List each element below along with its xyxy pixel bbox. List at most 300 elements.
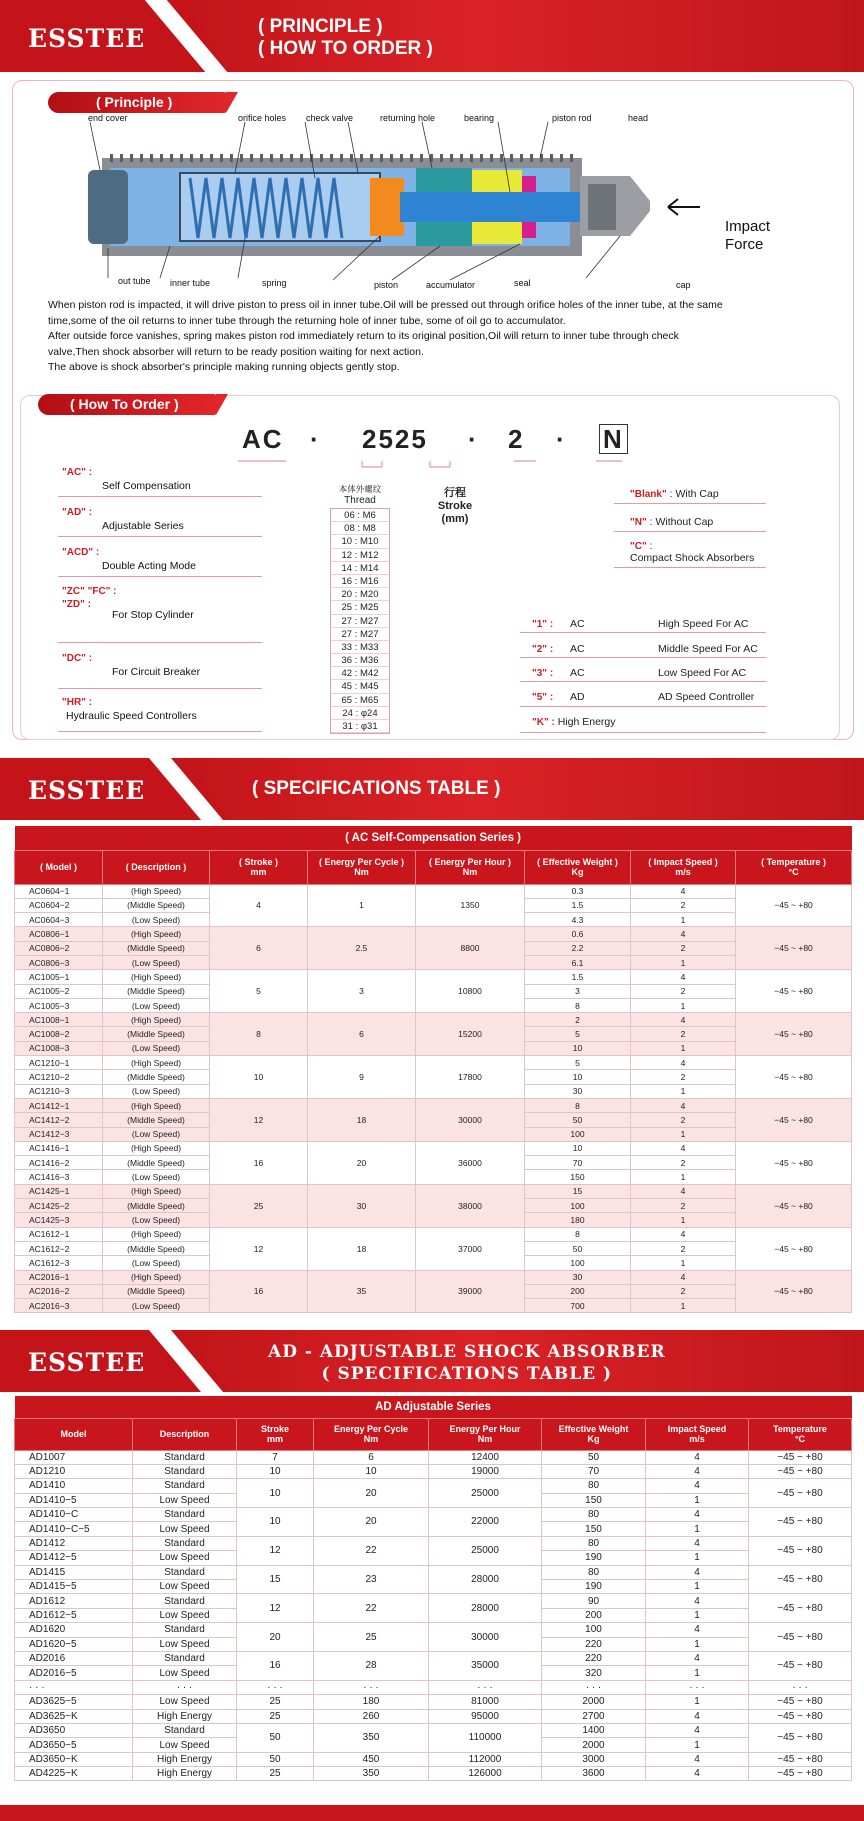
speed-cell: 4 (646, 1508, 749, 1522)
epc-cell: 20 (314, 1479, 429, 1508)
epc-cell: · · · (314, 1680, 429, 1694)
label-end-cover: end cover (88, 113, 128, 123)
order-code-dot-2: · (468, 424, 479, 454)
temperature-cell: −45 ~ +80 (736, 1270, 852, 1313)
eph-cell: · · · (429, 1680, 542, 1694)
description-cell: High Energy (133, 1752, 237, 1766)
column-title: Impact Speed (667, 1424, 727, 1434)
speed-cell: 4 (631, 927, 736, 941)
model-cell: AC1412−1 (15, 1098, 103, 1112)
column-title: ( Temperature ) (761, 857, 826, 867)
speed-cell: 1 (631, 913, 736, 927)
column-title: ( Impact Speed ) (648, 857, 718, 867)
column-header (542, 1418, 646, 1450)
table-row (15, 1536, 852, 1550)
weight-cell: 80 (542, 1565, 646, 1579)
weight-cell: 15 (525, 1184, 631, 1198)
speed-cell: 4 (646, 1536, 749, 1550)
description-cell: (Middle Speed) (103, 984, 210, 998)
model-cell: AC1008−3 (15, 1041, 103, 1055)
column-header (103, 850, 210, 884)
description-cell: Standard (133, 1651, 237, 1665)
weight-cell: 220 (542, 1637, 646, 1651)
description-cell: (High Speed) (103, 1141, 210, 1155)
temperature-cell: −45 ~ +80 (736, 1013, 852, 1056)
ad-spec-table (14, 1396, 852, 1781)
eph-cell: 110000 (429, 1723, 542, 1752)
speed-cell: 2 (631, 984, 736, 998)
series-desc: For Circuit Breaker (112, 666, 201, 678)
temperature-cell: −45 ~ +80 (749, 1450, 852, 1464)
weight-cell: 4.3 (525, 913, 631, 927)
description-cell: Low Speed (133, 1666, 237, 1680)
stroke-cell: 10 (237, 1508, 314, 1537)
model-cell: AD1210 (15, 1464, 133, 1478)
stroke-cell: 7 (237, 1450, 314, 1464)
label-cap: cap (676, 280, 691, 290)
column-header (15, 1418, 133, 1450)
weight-cell: 10 (525, 1141, 631, 1155)
description-cell: (Low Speed) (103, 1170, 210, 1184)
stroke-cell: 50 (237, 1723, 314, 1752)
model-cell: AC1425−2 (15, 1199, 103, 1213)
table-row (15, 1056, 852, 1070)
stroke-cell: 6 (210, 927, 308, 970)
stroke-cell: 12 (210, 1098, 308, 1141)
brand-logo: ESSTEE (28, 776, 146, 805)
epc-cell: 9 (308, 1056, 416, 1099)
weight-cell: 2.2 (525, 941, 631, 955)
eph-cell: 28000 (429, 1594, 542, 1623)
weight-cell: 80 (542, 1479, 646, 1493)
table-row (15, 1464, 852, 1478)
weight-cell: 2000 (542, 1695, 646, 1709)
stroke-cell: 16 (210, 1270, 308, 1313)
eph-cell: 15200 (416, 1013, 525, 1056)
speed-cell: 4 (646, 1651, 749, 1665)
model-cell: AD2016−5 (15, 1666, 133, 1680)
order-code-size: 2525 (362, 424, 428, 454)
description-cell: Standard (133, 1723, 237, 1737)
table-row (15, 1450, 852, 1464)
stroke-cell: 50 (237, 1752, 314, 1766)
description-cell: (Low Speed) (103, 913, 210, 927)
table-row (15, 1184, 852, 1198)
temperature-cell: −45 ~ +80 (749, 1623, 852, 1652)
weight-cell: 180 (525, 1213, 631, 1227)
temperature-cell: −45 ~ +80 (736, 970, 852, 1013)
label-out-tube: out tube (118, 276, 151, 286)
stroke-label: 行程 Stroke (mm) (437, 487, 473, 525)
weight-cell: 3 (525, 984, 631, 998)
weight-cell: 700 (525, 1299, 631, 1313)
description-cell: Low Speed (133, 1551, 237, 1565)
description-cell: (Low Speed) (103, 955, 210, 969)
column-title: ( Description ) (125, 862, 187, 872)
speed-cell: 4 (646, 1723, 749, 1737)
weight-cell: 80 (542, 1508, 646, 1522)
column-unit: mm (266, 1434, 283, 1444)
description-cell: Standard (133, 1479, 237, 1493)
description-cell: (Middle Speed) (103, 1241, 210, 1255)
thread-title: Thread (344, 495, 376, 506)
description-cell: (Low Speed) (103, 1041, 210, 1055)
speed-cell: 1 (631, 1299, 736, 1313)
model-cell: AC0806−2 (15, 941, 103, 955)
stroke-cell: 25 (210, 1184, 308, 1227)
brand-logo: ESSTEE (28, 24, 146, 53)
series-desc: Double Acting Mode (102, 560, 196, 572)
weight-cell: 5 (525, 1027, 631, 1041)
speed-cell: 1 (646, 1551, 749, 1565)
column-header (646, 1418, 749, 1450)
weight-cell: 190 (542, 1580, 646, 1594)
label-spring: spring (262, 278, 287, 288)
speed-cell: 4 (646, 1565, 749, 1579)
description-cell: (High Speed) (103, 884, 210, 898)
eph-cell: 1350 (416, 884, 525, 927)
model-cell: AD1620 (15, 1623, 133, 1637)
weight-cell: 150 (542, 1522, 646, 1536)
stroke-cell: · · · (237, 1680, 314, 1694)
label-seal: seal (514, 278, 531, 288)
description-cell: (High Speed) (103, 970, 210, 984)
label-impact-force: Impact Force (725, 218, 771, 253)
model-cell: AD1612−5 (15, 1608, 133, 1622)
column-header (237, 1418, 314, 1450)
temperature-cell: −45 ~ +80 (749, 1464, 852, 1478)
speed-cell: 2 (631, 941, 736, 955)
weight-cell: 10 (525, 1041, 631, 1055)
description-cell: (Low Speed) (103, 1256, 210, 1270)
header-banner-specs (0, 758, 864, 820)
epc-cell: 450 (314, 1752, 429, 1766)
speed-cell: 4 (631, 1056, 736, 1070)
speed-cell: 4 (646, 1450, 749, 1464)
speed-cell: 4 (646, 1464, 749, 1478)
table-row (15, 970, 852, 984)
epc-cell: 22 (314, 1536, 429, 1565)
label-piston-rod: piston rod (552, 113, 592, 123)
model-cell: AC0806−3 (15, 955, 103, 969)
speed-cell: 1 (646, 1608, 749, 1622)
speed-cell: 4 (631, 1141, 736, 1155)
description-cell: (Low Speed) (103, 1084, 210, 1098)
model-cell: AD1412−5 (15, 1551, 133, 1565)
table-row (15, 1594, 852, 1608)
model-cell: AC1612−1 (15, 1227, 103, 1241)
column-unit: Nm (462, 867, 478, 877)
model-cell: AC0604−1 (15, 884, 103, 898)
epc-cell: 6 (314, 1450, 429, 1464)
epc-cell: 30 (308, 1184, 416, 1227)
table-row (15, 1141, 852, 1155)
stroke-cell: 16 (210, 1141, 308, 1184)
stroke-cell: 4 (210, 884, 308, 927)
speed-cell: 4 (646, 1752, 749, 1766)
model-cell: AD1415−5 (15, 1580, 133, 1594)
column-unit: Kg (571, 867, 584, 877)
epc-cell: 25 (314, 1623, 429, 1652)
speed-cell: 2 (631, 1199, 736, 1213)
temperature-cell: −45 ~ +80 (749, 1536, 852, 1565)
description-cell: (High Speed) (103, 1270, 210, 1284)
ac-table-caption: ( AC Self-Compensation Series ) (15, 826, 852, 850)
weight-cell: 200 (542, 1608, 646, 1622)
weight-cell: 8 (525, 1098, 631, 1112)
model-cell: AC0806−1 (15, 927, 103, 941)
weight-cell: 190 (542, 1551, 646, 1565)
weight-cell: 320 (542, 1666, 646, 1680)
eph-cell: 95000 (429, 1709, 542, 1723)
epc-cell: 35 (308, 1270, 416, 1313)
temperature-cell: −45 ~ +80 (749, 1695, 852, 1709)
stroke-cell: 10 (237, 1479, 314, 1508)
eph-cell: 10800 (416, 970, 525, 1013)
stroke-cell: 12 (237, 1536, 314, 1565)
weight-cell: 2000 (542, 1738, 646, 1752)
speed-cell: 1 (631, 1170, 736, 1184)
stroke-cell: 15 (237, 1565, 314, 1594)
eph-cell: 37000 (416, 1227, 525, 1270)
description-cell: (Low Speed) (103, 1213, 210, 1227)
label-inner-tube: inner tube (170, 278, 211, 288)
eph-cell: 12400 (429, 1450, 542, 1464)
order-code-series: AC (242, 424, 284, 454)
model-cell: AD1612 (15, 1594, 133, 1608)
description-cell: (Middle Speed) (103, 1070, 210, 1084)
weight-cell: 100 (525, 1256, 631, 1270)
model-cell: AC2016−1 (15, 1270, 103, 1284)
speed-cell: · · · (646, 1680, 749, 1694)
weight-cell: 70 (525, 1156, 631, 1170)
temperature-cell: −45 ~ +80 (736, 1098, 852, 1141)
weight-cell: 8 (525, 998, 631, 1012)
description-cell: Standard (133, 1450, 237, 1464)
epc-cell: 1 (308, 884, 416, 927)
column-title: ( Energy Per Cycle ) (318, 857, 405, 867)
epc-cell: 260 (314, 1709, 429, 1723)
description-cell: Low Speed (133, 1695, 237, 1709)
column-header (631, 850, 736, 884)
model-cell: AC1412−2 (15, 1113, 103, 1127)
ac-spec-table (14, 826, 852, 1313)
eph-cell: 112000 (429, 1752, 542, 1766)
weight-cell: 100 (525, 1127, 631, 1141)
label-piston: piston (374, 280, 399, 290)
description-cell: (High Speed) (103, 1184, 210, 1198)
column-unit: Nm (477, 1434, 493, 1444)
epc-cell: 18 (308, 1098, 416, 1141)
speed-cell: 4 (646, 1479, 749, 1493)
speed-cell: 1 (646, 1493, 749, 1507)
table-row (15, 1623, 852, 1637)
table-row (15, 1752, 852, 1766)
speed-cell: 4 (631, 1227, 736, 1241)
speed-cell: 1 (646, 1522, 749, 1536)
model-cell: AD2016 (15, 1651, 133, 1665)
model-cell: AC1008−2 (15, 1027, 103, 1041)
speed-cell: 4 (646, 1709, 749, 1723)
column-header (133, 1418, 237, 1450)
series-desc: For Stop Cylinder (112, 609, 194, 621)
model-cell: AD3625−5 (15, 1695, 133, 1709)
model-cell: AC1612−3 (15, 1256, 103, 1270)
weight-cell: 2700 (542, 1709, 646, 1723)
epc-cell: 23 (314, 1565, 429, 1594)
table-row (15, 1508, 852, 1522)
speed-cell: 2 (631, 1156, 736, 1170)
column-header (15, 850, 103, 884)
model-cell: AD4225−K (15, 1767, 133, 1781)
speed-cell: 1 (646, 1637, 749, 1651)
description-cell: (Middle Speed) (103, 1156, 210, 1170)
temperature-cell: −45 ~ +80 (736, 1184, 852, 1227)
column-title: ( Effective Weight ) (537, 857, 618, 867)
eph-cell: 25000 (429, 1479, 542, 1508)
eph-cell: 28000 (429, 1565, 542, 1594)
speed-cell: 1 (631, 955, 736, 969)
column-unit: Nm (354, 867, 369, 877)
table-row (15, 1013, 852, 1027)
stroke-cell: 12 (210, 1227, 308, 1270)
speed-cell: 1 (631, 1213, 736, 1227)
model-cell: AC1416−3 (15, 1170, 103, 1184)
shock-absorber-diagram (40, 118, 820, 298)
eph-cell: 81000 (429, 1695, 542, 1709)
model-cell: AC0604−3 (15, 913, 103, 927)
column-header (314, 1418, 429, 1450)
table-row (15, 1651, 852, 1665)
temperature-cell: −45 ~ +80 (749, 1651, 852, 1680)
label-check-valve: check valve (306, 113, 354, 123)
model-cell: AD1415 (15, 1565, 133, 1579)
speed-cell: 1 (646, 1695, 749, 1709)
weight-cell: 100 (542, 1623, 646, 1637)
speed-cell: 2 (631, 1070, 736, 1084)
temperature-cell: −45 ~ +80 (736, 884, 852, 927)
table-row (15, 927, 852, 941)
temperature-cell: −45 ~ +80 (749, 1479, 852, 1508)
column-title: Temperature (773, 1424, 827, 1434)
column-header (210, 850, 308, 884)
model-cell: AC2016−2 (15, 1284, 103, 1298)
weight-cell: 3600 (542, 1767, 646, 1781)
weight-cell: 30 (525, 1270, 631, 1284)
column-title: Effective Weight (558, 1424, 629, 1434)
table-row (15, 1227, 852, 1241)
model-cell: AC1008−1 (15, 1013, 103, 1027)
model-cell: AC2016−3 (15, 1299, 103, 1313)
column-title: ( Model ) (40, 862, 77, 872)
weight-cell: 8 (525, 1227, 631, 1241)
table-row (15, 1723, 852, 1737)
temperature-cell: −45 ~ +80 (749, 1565, 852, 1594)
speed-cell: 2 (631, 898, 736, 912)
description-cell: (Low Speed) (103, 1127, 210, 1141)
table-row (15, 1565, 852, 1579)
principle-label: ( Principle ) (48, 92, 226, 113)
weight-cell: 1.5 (525, 970, 631, 984)
description-cell: (High Speed) (103, 927, 210, 941)
weight-cell: 150 (542, 1493, 646, 1507)
speed-cell: 1 (631, 1256, 736, 1270)
column-title: ( Stroke ) (238, 857, 278, 867)
footer-band (0, 1805, 864, 1821)
speed-cell: 1 (631, 1084, 736, 1098)
table-row (15, 1098, 852, 1112)
model-cell: AD3650 (15, 1723, 133, 1737)
epc-cell: 3 (308, 970, 416, 1013)
description-cell: (Middle Speed) (103, 1113, 210, 1127)
weight-cell: 80 (542, 1536, 646, 1550)
model-cell: AC1005−2 (15, 984, 103, 998)
speed-cell: 4 (646, 1594, 749, 1608)
description-cell: Standard (133, 1464, 237, 1478)
temperature-cell: −45 ~ +80 (749, 1508, 852, 1537)
description-cell: (High Speed) (103, 1227, 210, 1241)
weight-cell: 30 (525, 1084, 631, 1098)
model-cell: AC1412−3 (15, 1127, 103, 1141)
description-cell: (High Speed) (103, 1098, 210, 1112)
stroke-cell: 25 (237, 1709, 314, 1723)
eph-cell: 25000 (429, 1536, 542, 1565)
column-header (749, 1418, 852, 1450)
banner-title: ( PRINCIPLE ) ( HOW TO ORDER ) (258, 16, 433, 59)
model-cell: AD3625−K (15, 1709, 133, 1723)
weight-cell: 10 (525, 1070, 631, 1084)
weight-cell: 100 (525, 1199, 631, 1213)
column-title: ( Energy Per Hour ) (428, 857, 511, 867)
eph-cell: 17800 (416, 1056, 525, 1099)
weight-cell: 220 (542, 1651, 646, 1665)
column-unit: °C (788, 867, 799, 877)
table-row (15, 1479, 852, 1493)
weight-cell: 200 (525, 1284, 631, 1298)
eph-cell: 19000 (429, 1464, 542, 1478)
label-bearing: bearing (464, 113, 495, 123)
banner-title: AD - ADJUSTABLE SHOCK ABSORBER ( SPECIFICATIONS TABLE ) (268, 1342, 666, 1384)
model-cell: AD1410−C−5 (15, 1522, 133, 1536)
weight-cell: 5 (525, 1056, 631, 1070)
description-cell: Standard (133, 1508, 237, 1522)
model-cell: AD3650−K (15, 1752, 133, 1766)
thread-list: 06 : M6 08 : M8 10 : M10 12 : M12 14 : M14 16 : M16 20 : M20 25 : M25 27 : M27 27 : M27 33 : M33 36 : M36 42 : M42 45 : M45 65 : M65 24 : φ24 31 : φ31 (330, 508, 390, 734)
model-cell: AC1210−1 (15, 1056, 103, 1070)
model-cell: AC1210−2 (15, 1070, 103, 1084)
epc-cell: 350 (314, 1767, 429, 1781)
column-unit: m/s (689, 1434, 705, 1444)
description-cell: High Energy (133, 1709, 237, 1723)
epc-cell: 20 (308, 1141, 416, 1184)
column-unit: Kg (587, 1434, 600, 1444)
column-title: Energy Per Hour (449, 1424, 521, 1434)
label-head: head (628, 113, 649, 123)
order-code-cap: N (599, 424, 628, 454)
temperature-cell: −45 ~ +80 (749, 1709, 852, 1723)
brand-logo: ESSTEE (28, 1348, 146, 1377)
table-row (15, 884, 852, 898)
temperature-cell: −45 ~ +80 (736, 1056, 852, 1099)
banner-title: ( SPECIFICATIONS TABLE ) (252, 778, 501, 799)
eph-cell: 39000 (416, 1270, 525, 1313)
description-cell: (High Speed) (103, 1056, 210, 1070)
epc-cell: 10 (314, 1464, 429, 1478)
description-cell: · · · (133, 1680, 237, 1694)
eph-cell: 30000 (429, 1623, 542, 1652)
description-cell: (Low Speed) (103, 998, 210, 1012)
eph-cell: 36000 (416, 1141, 525, 1184)
